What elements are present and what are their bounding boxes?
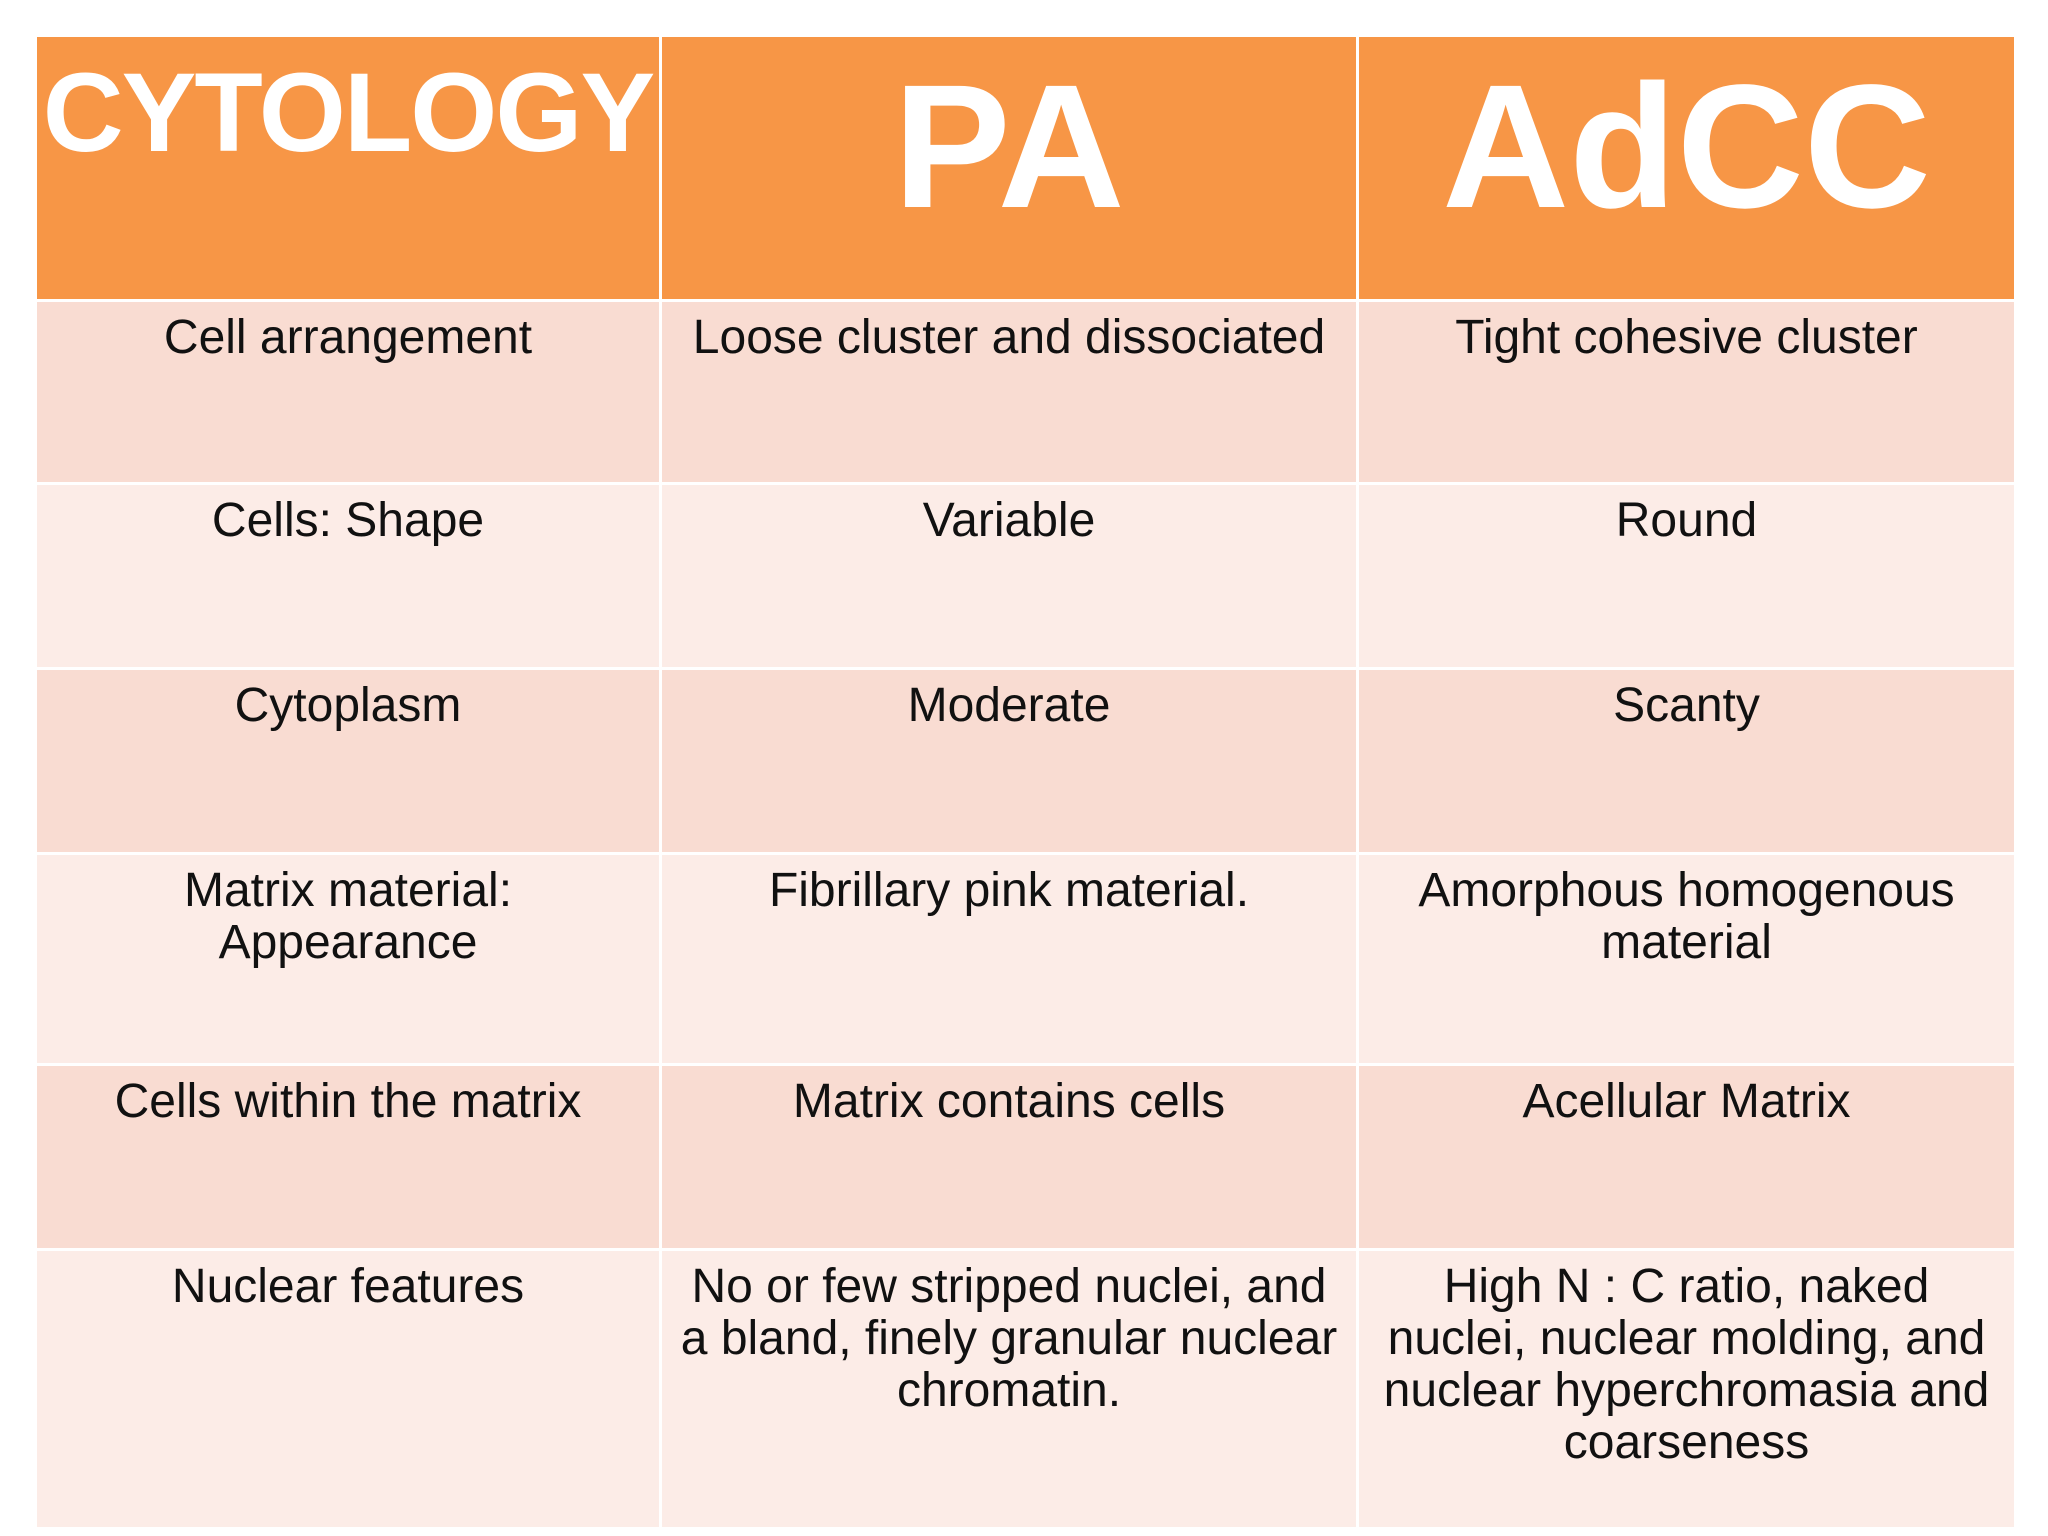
- adcc-cell: Round: [1358, 484, 2016, 669]
- pa-cell: No or few stripped nuclei, and a bland, finely granular nuclear chromatin.: [661, 1250, 1358, 1529]
- adcc-cell: Acellular Matrix: [1358, 1065, 2016, 1250]
- pa-cell: Matrix contains cells: [661, 1065, 1358, 1250]
- feature-cell: Cytoplasm: [36, 669, 661, 854]
- feature-cell: Cells within the matrix: [36, 1065, 661, 1250]
- header-row: [36, 36, 2016, 301]
- table-row: [36, 301, 2016, 484]
- header-adcc: AdCC: [1358, 36, 2016, 301]
- feature-cell: Cell arrangement: [36, 301, 661, 484]
- pa-cell: Fibrillary pink material.: [661, 854, 1358, 1065]
- table-row: [36, 484, 2016, 669]
- adcc-cell: Scanty: [1358, 669, 2016, 854]
- adcc-cell: High N : C ratio, naked nuclei, nuclear molding, and nuclear hyperchromasia and coarseness: [1358, 1250, 2016, 1529]
- pa-cell: Loose cluster and dissociated: [661, 301, 1358, 484]
- table-row: [36, 1065, 2016, 1250]
- adcc-cell: Amorphous homogenous material: [1358, 854, 2016, 1065]
- feature-cell: Matrix material: Appearance: [36, 854, 661, 1065]
- header-pa: PA: [661, 36, 1358, 301]
- pa-cell: Variable: [661, 484, 1358, 669]
- comparison-table: [34, 34, 2017, 1530]
- header-cytology: CYTOLOGY: [36, 36, 661, 301]
- table-row: [36, 854, 2016, 1065]
- pa-cell: Moderate: [661, 669, 1358, 854]
- feature-cell: Nuclear features: [36, 1250, 661, 1529]
- table-row: [36, 1250, 2016, 1529]
- feature-cell: Cells: Shape: [36, 484, 661, 669]
- table-row: [36, 669, 2016, 854]
- adcc-cell: Tight cohesive cluster: [1358, 301, 2016, 484]
